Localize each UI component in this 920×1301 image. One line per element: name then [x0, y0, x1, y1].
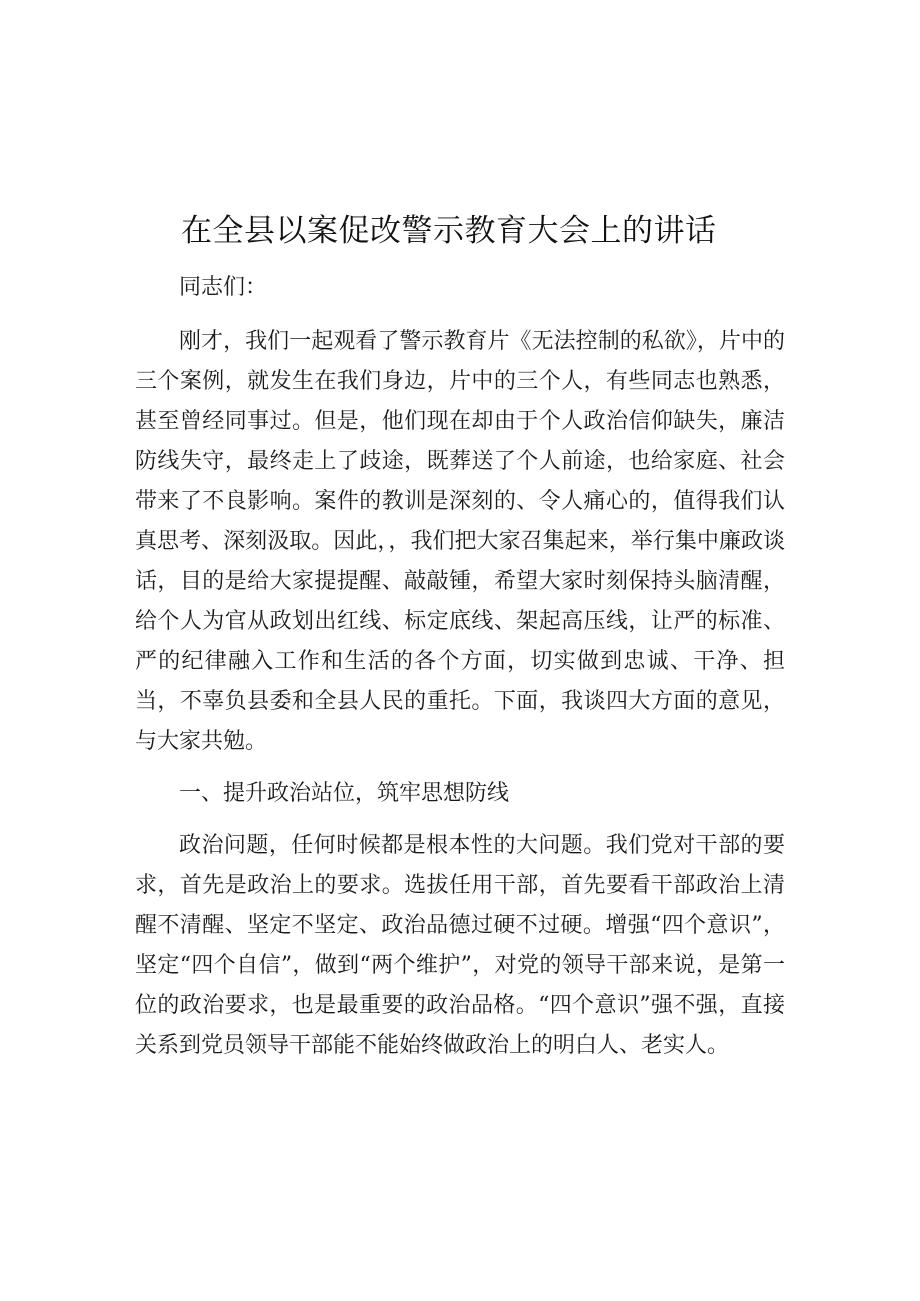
document-body [135, 208, 785, 1078]
section-heading: 一、提升政治站位，筑牢思想防线 [179, 781, 510, 806]
document-title: 在全县以案促改警示教育大会上的讲话 [181, 213, 717, 249]
section-paragraph: 政治问题，任何时候都是根本性的大问题。我们党对干部的要求，首先是政治上的要求。选拔任用干部，首先要看干部政治上清醒不清醒、坚定不坚定、政治品德过硬不过硬。增强“四个意识”，坚定“四个自信”，做到“两个维护”，对党的领导干部来说，是第一位的政治要求，也是最重要的政治品格。“四个意识”强不强，直接关系到党员领导干部能不能始终做政治上的明白人、老实人。 [135, 833, 785, 1058]
intro-paragraph: 刚才，我们一起观看了警示教育片《无法控制的私欲》，片中的三个案例，就发生在我们身边，片中的三个人，有些同志也熟悉，甚至曾经同事过。但是，他们现在却由于个人政治信仰缺失，廉洁防线失守，最终走上了歧途，既葬送了个人前途，也给家庭、社会带来了不良影响。案件的教训是深刻的、令人痛心的，值得我们认真思考、深刻汲取。因此，，我们把大家召集起来，举行集中廉政谈话，目的是给大家提提醒、敲敲锺，希望大家时刻保持头脑清醒，给个人为官从政划出红线、标定底线、架起高压线，让严的标准、严的纪律融入工作和生活的各个方面，切实做到忠诚、干净、担当，不辜负县委和全县人民的重托。下面，我谈四大方面的意见，与大家共勉。 [135, 329, 785, 754]
salutation: 同志们： [179, 275, 268, 300]
